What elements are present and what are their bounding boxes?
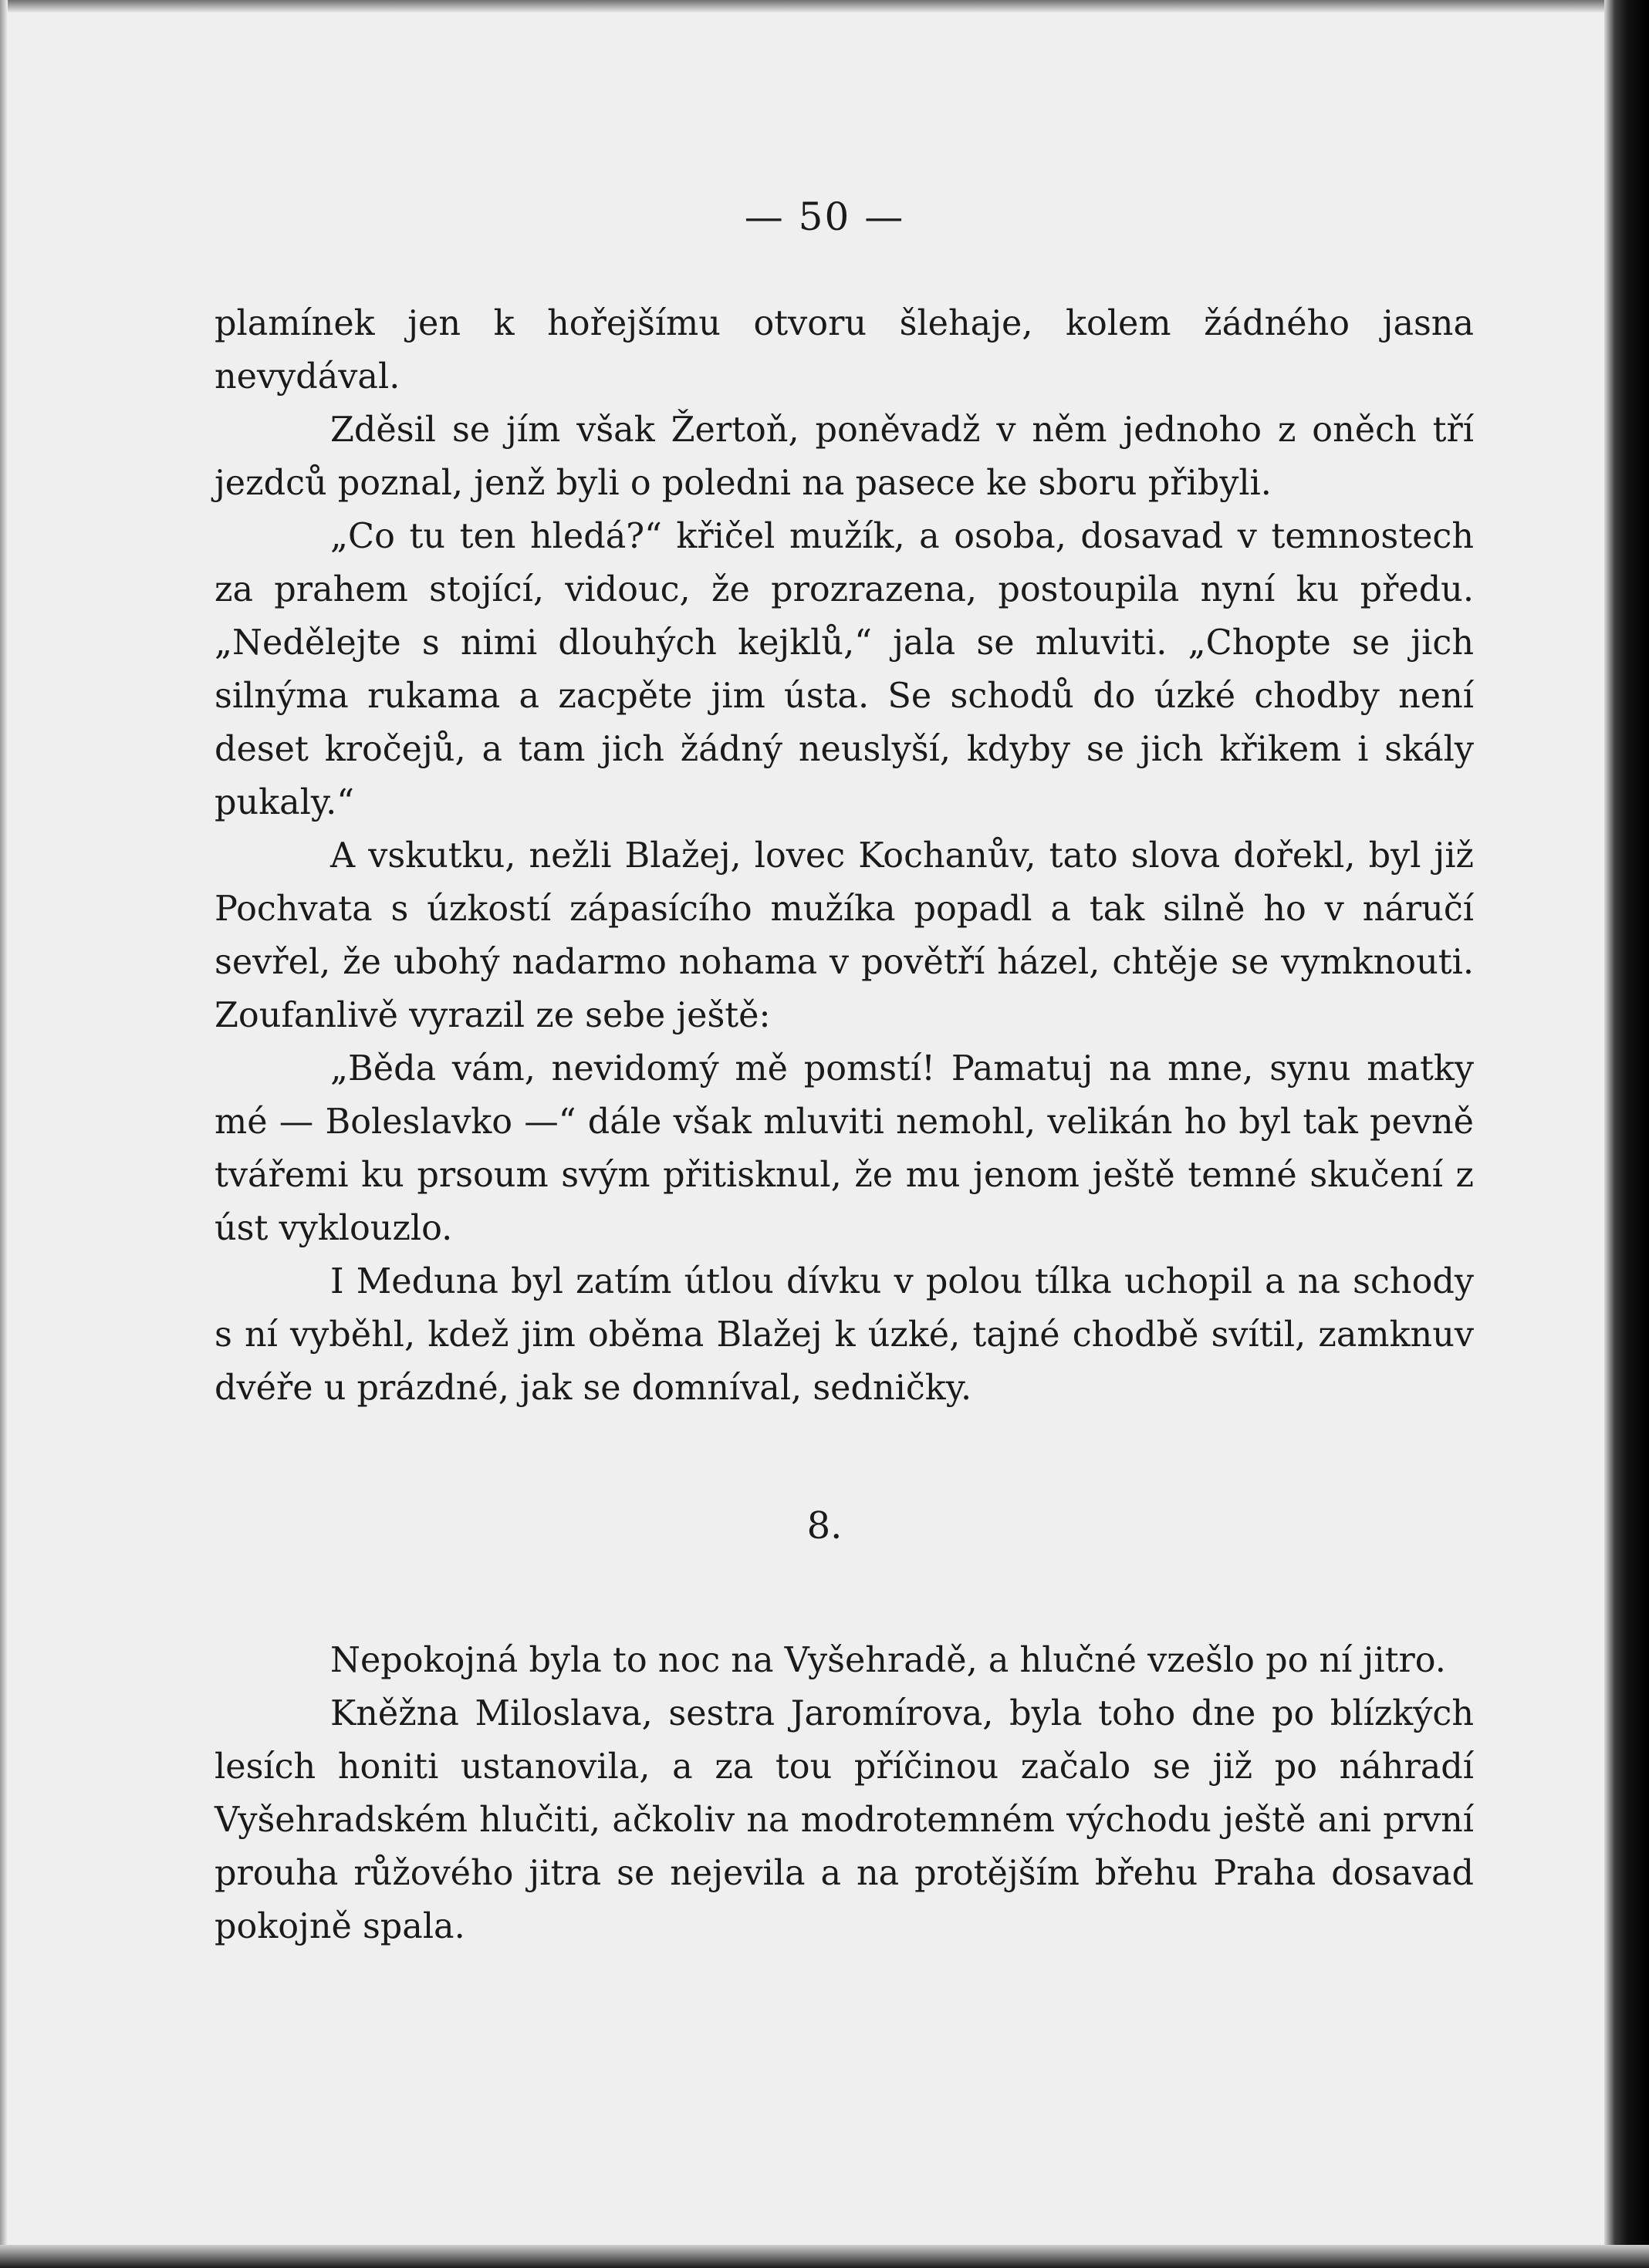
text-section-b: [215, 1634, 1474, 1953]
paragraph: Kněžna Miloslava, sestra Jaromírova, byla toho dne po blízkých lesích honiti ustanovila, a za tou příčinou začalo se již po náhradí Vyšehradském hlučiti, ačkoliv na modrotemném východu ještě ani první prouha růžového jitra se nejevila a na protějším břehu Praha dosavad pokojně spala.: [215, 1694, 1474, 1946]
scan-edge-left: [0, 0, 8, 2268]
chapter-number: 8.: [806, 1504, 843, 1547]
scan-edge-bottom: [0, 2245, 1649, 2268]
scan-edge-top: [0, 0, 1649, 12]
paragraph: I Meduna byl zatím útlou dívku v polou tílka uchopil a na schody s ní vyběhl, kdež jim oběma Blažej k úzké, tajné chodbě svítil, zamknuv dvéře u prázdné, jak se domníval, sedničky.: [215, 1262, 1474, 1408]
paragraph: A vskutku, nežli Blažej, lovec Kochanův, tato slova dořekl, byl již Pochvata s úzkostí zápasícího mužíka popadl a tak silně ho v náručí sevřel, že ubohý nadarmo nohama v povětří házel, chtěje se vymknouti. Zoufanlivě vyrazil ze sebe ještě:: [215, 836, 1474, 1035]
scan-edge-right: [1604, 0, 1649, 2268]
page-number: — 50 —: [744, 194, 905, 239]
paragraph: „Běda vám, nevidomý mě pomstí! Pamatuj na mne, synu matky mé — Boleslavko —“ dále však mluviti nemohl, velikán ho byl tak pevně tvářemi ku prsoum svým přitisknul, že mu jenom ještě temné skučení z úst vyklouzlo.: [215, 1049, 1474, 1248]
paragraph: Nepokojná byla to noc na Vyšehradě, a hlučné vzešlo po ní jitro.: [330, 1641, 1446, 1680]
text-section-a: [215, 297, 1474, 1415]
paragraph: plamínek jen k hořejšímu otvoru šlehaje, kolem žádného jasna nevydával.: [215, 304, 1474, 397]
paragraph: Zděsil se jím však Žertoň, poněvadž v něm jednoho z oněch tří jezdců poznal, jenž byli o poledni na pasece ke sboru přibyli.: [215, 410, 1474, 503]
paragraph: „Co tu ten hledá?“ křičel mužík, a osoba, dosavad v temnostech za prahem stojící, vidouc, že prozrazena, postoupila nyní ku předu. „Nedělejte s nimi dlouhých kejklů,“ jala se mluviti. „Chopte se jich silnýma rukama a zacpěte jim ústa. Se schodů do úzké chodby není deset kročejů, a tam jich žádný neuslyší, kdyby se jich křikem i skály pukaly.“: [215, 517, 1474, 822]
